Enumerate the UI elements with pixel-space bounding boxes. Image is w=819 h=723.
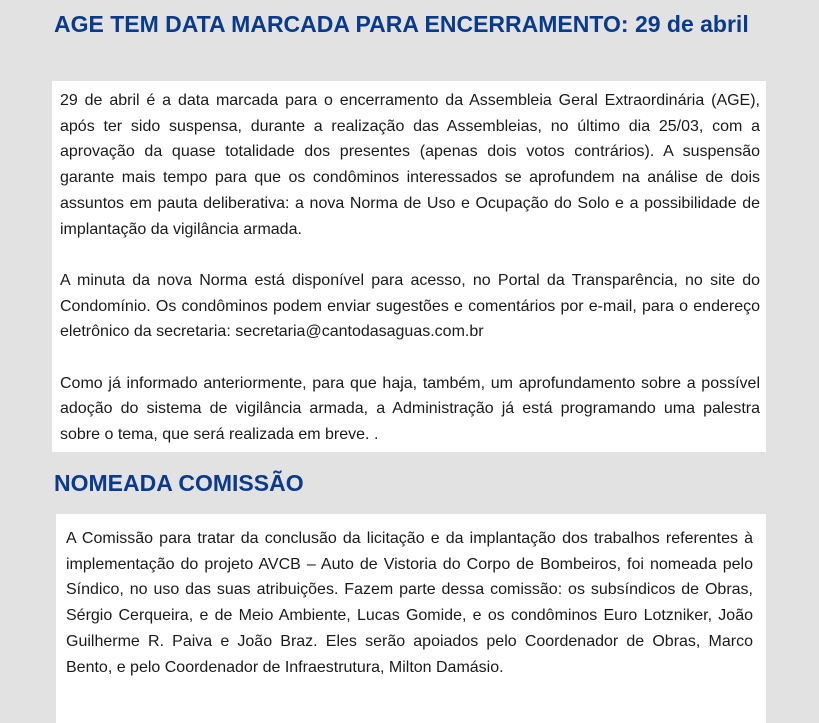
- article-paragraph: A minuta da nova Norma está disponível para acesso, no Portal da Transparência, no site do Condomínio. Os condôminos podem enviar sugestões e comentários por e-mail, para o endereço eletrônico da secretaria: secretaria@cantodasaguas.com.br: [60, 271, 760, 341]
- article-paragraph: A Comissão para tratar da conclusão da licitação e da implantação dos trabalhos referentes à implementação do projeto AVCB – Auto de Vistoria do Corpo de Bombeiros, foi nomeada pelo Síndico, no uso das suas atribuições. Fazem parte dessa comissão: os subsíndicos de Obras, Sérgio Cerqueira, e de Meio Ambiente, Lucas Gomide, e os condôminos Euro Lotzniker, João Guilherme R. Paiva e João Braz. Eles serão apoiados pelo Coordenador de Obras, Marco Bento, e pelo Coordenador de Infraestrutura, Milton Damásio.: [66, 530, 753, 676]
- section-title-comissao: NOMEADA COMISSÃO: [54, 470, 304, 496]
- article-card-age: [52, 81, 766, 452]
- section-title-age: AGE TEM DATA MARCADA PARA ENCERRAMENTO: 29 de abril: [54, 11, 749, 37]
- article-paragraph: Como já informado anteriormente, para que haja, também, um aprofundamento sobre a possível adoção do sistema de vigilância armada, a Administração já está programando uma palestra sobre o tema, que será realizada em breve. .: [60, 374, 760, 444]
- article-card-comissao: [56, 514, 766, 723]
- article-paragraph: 29 de abril é a data marcada para o encerramento da Assembleia Geral Extraordinária (AGE), após ter sido suspensa, durante a realização das Assembleias, no último dia 25/03, com a aprovação da quase totalidade dos presentes (apenas dois votos contrários). A suspensão garante mais tempo para que os condôminos interessados se aprofundem na análise de dois assuntos em pauta deliberativa: a nova Norma de Uso e Ocupação do Solo e a possibilidade de implantação da vigilância armada.: [60, 92, 760, 238]
